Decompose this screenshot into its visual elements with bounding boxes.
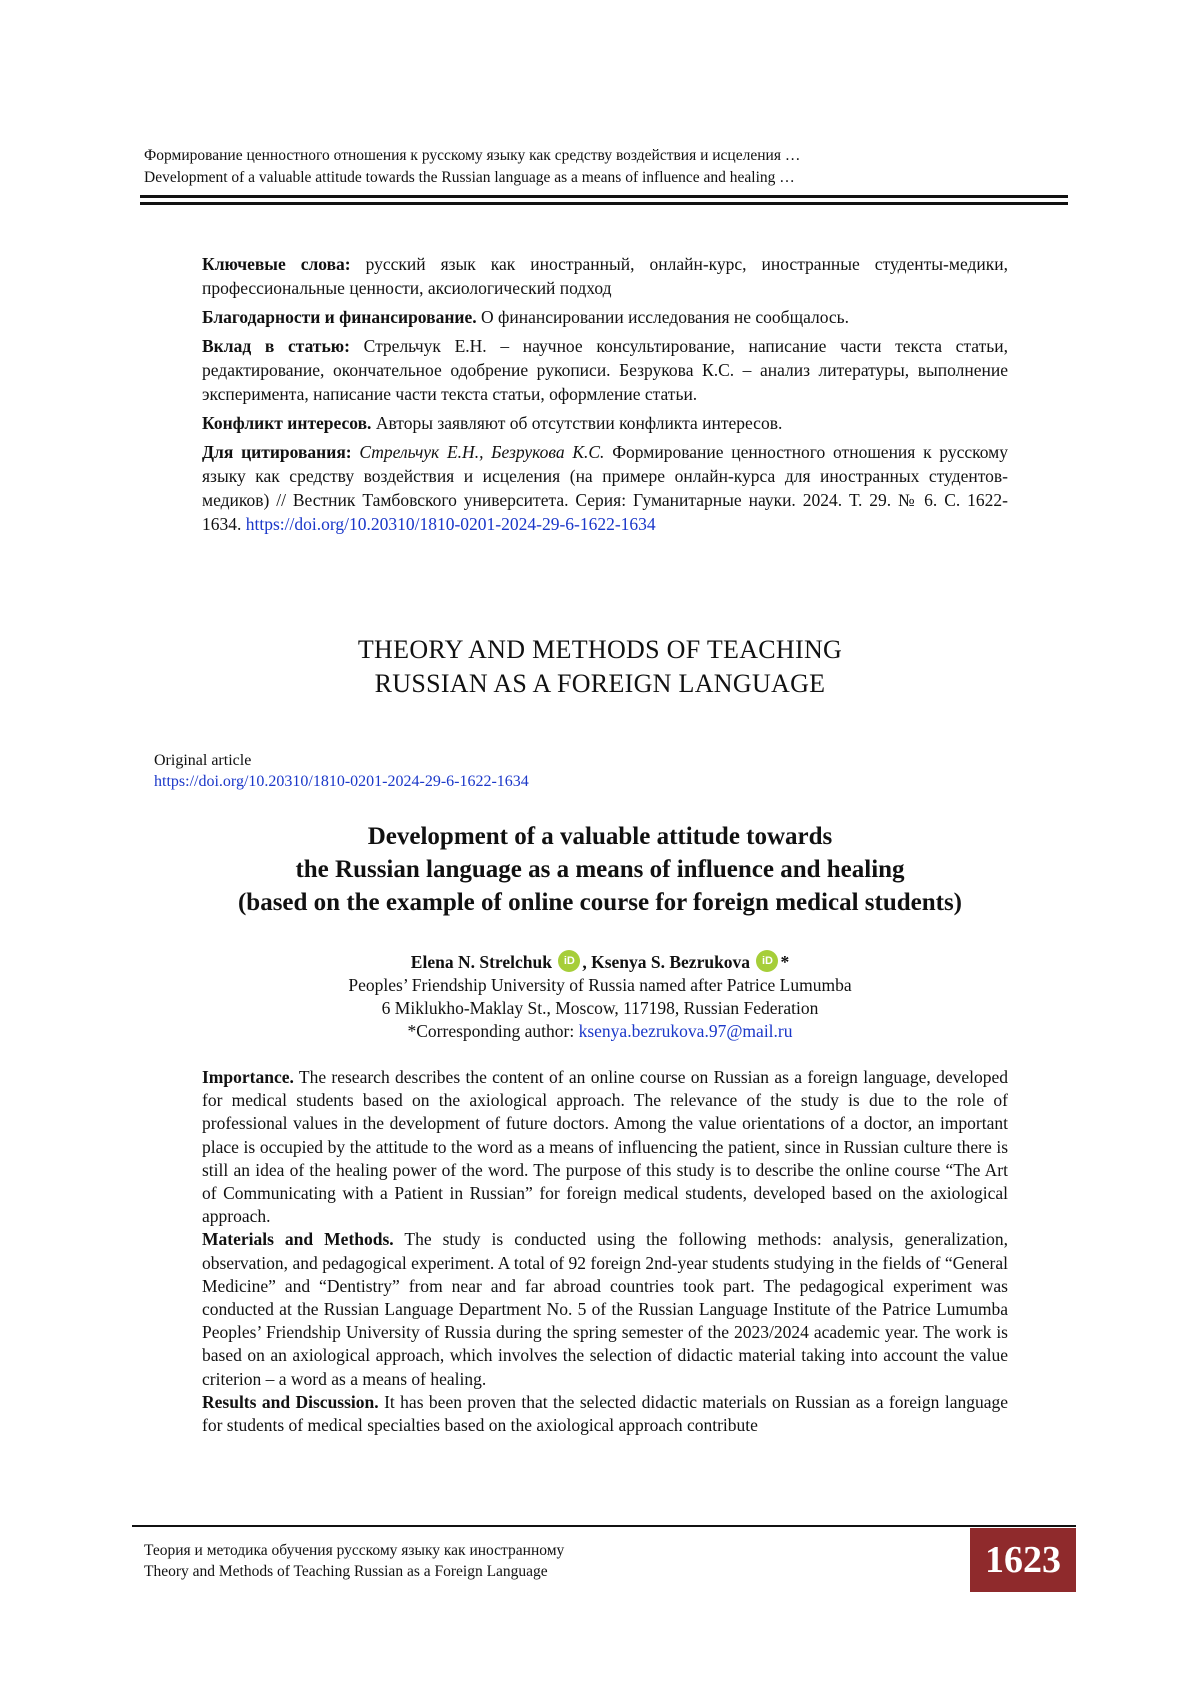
author-1: Elena N. Strelchuk (410, 952, 552, 972)
keywords (202, 252, 1008, 300)
section-title-line1: THEORY AND METHODS OF TEACHING (357, 635, 843, 664)
methods-label: Materials and Methods. (202, 1229, 394, 1250)
corresponding-label: *Corresponding author: (407, 1021, 575, 1041)
citation (202, 440, 1008, 536)
conflict-text: Авторы заявляют об отсутствии конфликта интересов. (375, 413, 783, 433)
running-footer (144, 1540, 564, 1582)
address: 6 Miklukho-Maklay St., Moscow, 117198, Russian Federation (381, 998, 819, 1018)
citation-label: Для цитирования: (202, 442, 352, 462)
section-title-line2: RUSSIAN AS A FOREIGN LANGUAGE (374, 669, 826, 698)
affiliation: Peoples’ Friendship University of Russia named after Patrice Lumumba (348, 975, 852, 995)
article-type-block (154, 750, 529, 792)
conflict-label: Конфликт интересов. (202, 413, 372, 433)
abstract-results (202, 1391, 1008, 1437)
methods-text: The study is conducted using the following methods: analysis, generalization, observation, and pedagogical experiment. A total of 92 foreign 2nd-year students studying in the fields of “General Medicine” and “Dentistry” from near and far abroad countries took part. The pedagogical experiment was conducted at the Russian Language Department No. 5 of the Russian Language Institute of the Patrice Lumumba Peoples’ Friendship University of Russia during the spring semester of the 2023/2024 academic year. The work is based on an axiological approach, which involves the selection of didactic material taking into account the value criterion – a word as a means of healing. (202, 1229, 1008, 1389)
article-title-line3: (based on the example of online course for foreign medical students) (237, 889, 963, 916)
header-rule-top (140, 195, 1068, 198)
keywords-label: Ключевые слова: (202, 254, 351, 274)
importance-text: The research describes the content of an online course on Russian as a foreign language, developed for medical students based on the axiological approach. The relevance of the study is due to the role of professional values in the development of future doctors. Among the value orientations of a doctor, an important place is occupied by the attitude to the word as a means of influencing the patient, since in Russian culture there is still an idea of the healing power of the word. The purpose of this study is to describe the online course “The Art of Communicating with a Patient in Russian” for foreign medical students, developed based on the axiological approach. (202, 1067, 1008, 1227)
conflict (202, 411, 1008, 435)
orcid-icon[interactable]: iD (756, 950, 778, 972)
author-2: Ksenya S. Bezrukova (591, 952, 751, 972)
page-number: 1623 (970, 1528, 1076, 1592)
corresponding-author (0, 1020, 1200, 1043)
funding (202, 305, 1008, 329)
results-text: It has been proven that the selected didactic materials on Russian as a foreign language for students of medical specialties based on the axiological approach contribute (202, 1391, 1008, 1436)
section-title (0, 633, 1200, 701)
contribution-label: Вклад в статью: (202, 336, 350, 356)
orcid-icon[interactable]: iD (558, 950, 580, 972)
footer-rule (132, 1525, 1076, 1527)
article-metadata (202, 252, 1008, 541)
results-label: Results and Discussion. (202, 1391, 379, 1412)
citation-authors: Стрельчук Е.Н., Безрукова К.С. (359, 442, 605, 462)
corresponding-asterisk: * (780, 952, 790, 972)
keywords-text: русский язык как иностранный, онлайн-курс, иностранные студенты-медики, профессиональные ценности, аксиологический подход (202, 254, 1009, 298)
header-rule-bottom (140, 202, 1068, 205)
importance-label: Importance. (202, 1067, 294, 1087)
author-names (0, 950, 1200, 974)
contribution-text: Стрельчук Е.Н. – научное консультирование, написание части текста статьи, редактирование, окончательное одобрение рукописи. Безрукова К.С. – анализ литературы, выполнение эксперимента, написание части текста статьи, оформление статьи. (202, 336, 1008, 404)
abstract (202, 1066, 1008, 1437)
contribution (202, 334, 1008, 406)
footer-en: Theory and Methods of Teaching Russian as a Foreign Language (144, 1563, 548, 1580)
funding-label: Благодарности и финансирование. (202, 307, 477, 327)
funding-text: О финансировании исследования не сообщалось. (481, 307, 850, 327)
running-header-en: Development of a valuable attitude towards the Russian language as a means of influence and healing … (144, 169, 795, 186)
article-type: Original article (154, 752, 252, 769)
article-doi-link[interactable]: https://doi.org/10.20310/1810-0201-2024-29-6-1622-1634 (154, 773, 529, 790)
footer-ru: Теория и методика обучения русскому языку как иностранному (144, 1542, 565, 1559)
author-email-link[interactable]: ksenya.bezrukova.97@mail.ru (578, 1021, 793, 1041)
author-separator: , (582, 952, 587, 972)
article-title-line1: Development of a valuable attitude towards (367, 823, 833, 850)
authors-block (0, 950, 1200, 1043)
running-header-ru: Формирование ценностного отношения к русскому языку как средству воздействия и исцеления … (144, 147, 801, 164)
article-title (0, 820, 1200, 919)
citation-text: Формирование ценностного отношения к русскому языку как средству воздействия и исцеления (на примере онлайн-курса для иностранных студентов-медиков) // Вестник Тамбовского университета. Серия: Гуманитарные науки. 2024. Т. 29. № 6. С. 1622-1634. (202, 442, 1008, 534)
abstract-importance (202, 1066, 1008, 1228)
abstract-methods (202, 1228, 1008, 1390)
running-header (144, 145, 1064, 189)
citation-doi-link[interactable]: https://doi.org/10.20310/1810-0201-2024-29-6-1622-1634 (245, 514, 656, 534)
article-title-line2: the Russian language as a means of influence and healing (295, 856, 905, 883)
